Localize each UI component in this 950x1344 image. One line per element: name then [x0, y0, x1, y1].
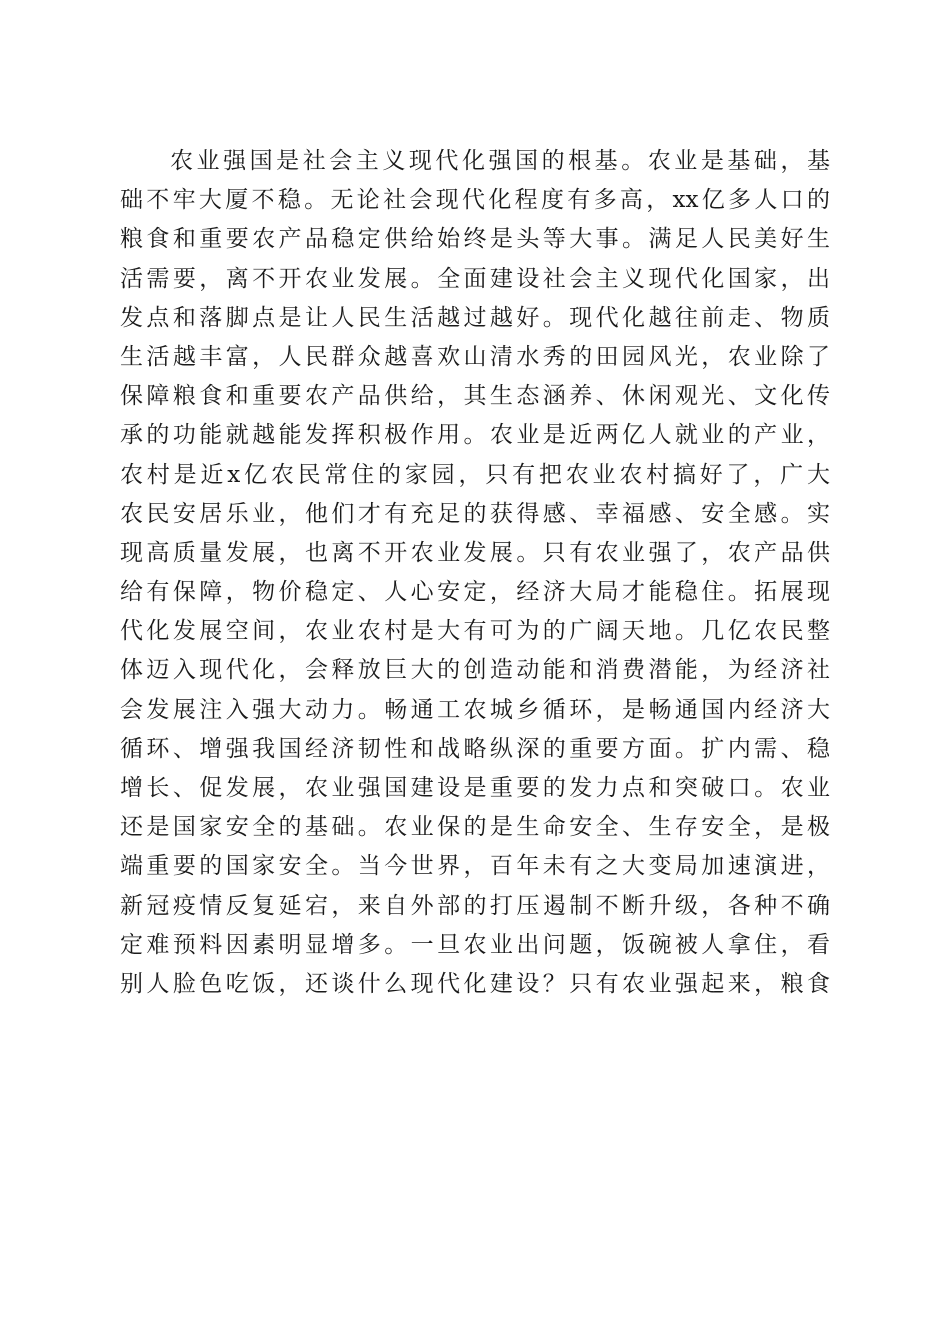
paragraph-line: 农业强国是社会主义现代化强国的根基。农业是基础，基	[170, 148, 830, 174]
paragraph-line: 体迈入现代化，会释放巨大的创造动能和消费潜能，为经济社	[120, 657, 830, 684]
paragraph-line: 发点和落脚点是让人民生活越过越好。现代化越往前走、物质	[120, 304, 830, 331]
paragraph-line: 给有保障，物价稳定、人心安定，经济大局才能稳住。拓展现	[120, 579, 830, 606]
paragraph-line: 农民安居乐业，他们才有充足的获得感、幸福感、安全感。实	[120, 500, 830, 527]
paragraph-line: 别人脸色吃饭，还谈什么现代化建设？只有农业强起来，粮食	[120, 970, 830, 997]
paragraph-line: 端重要的国家安全。当今世界，百年未有之大变局加速演进，	[120, 853, 830, 880]
paragraph-line: 代化发展空间，农业农村是大有可为的广阔天地。几亿农民整	[120, 618, 830, 645]
paragraph-line: 增长、促发展，农业强国建设是重要的发力点和突破口。农业	[120, 775, 830, 801]
paragraph-line: 农村是近x亿农民常住的家园，只有把农业农村搞好了，广大	[120, 461, 830, 488]
paragraph-line: 保障粮食和重要农产品供给，其生态涵养、休闲观光、文化传	[120, 383, 830, 410]
paragraph-line: 定难预料因素明显增多。一旦农业出问题，饭碗被人拿住，看	[120, 931, 830, 958]
paragraph-line: 生活越丰富，人民群众越喜欢山清水秀的田园风光，农业除了	[120, 343, 830, 370]
paragraph-line: 会发展注入强大动力。畅通工农城乡循环，是畅通国内经济大	[120, 696, 830, 723]
paragraph-line: 现高质量发展，也离不开农业发展。只有农业强了，农产品供	[120, 539, 830, 566]
paragraph-line: 还是国家安全的基础。农业保的是生命安全、生存安全，是极	[120, 814, 830, 841]
paragraph-line: 粮食和重要农产品稳定供给始终是头等大事。满足人民美好生	[120, 226, 830, 253]
body-paragraph	[120, 142, 830, 1004]
paragraph-line: 承的功能就越能发挥积极作用。农业是近两亿人就业的产业，	[120, 422, 830, 449]
paragraph-line: 循环、增强我国经济韧性和战略纵深的重要方面。扩内需、稳	[120, 735, 830, 762]
paragraph-line: 活需要，离不开农业发展。全面建设社会主义现代化国家，出	[120, 265, 830, 292]
paragraph-line: 础不牢大厦不稳。无论社会现代化程度有多高，xx亿多人口的	[120, 187, 830, 214]
paragraph-line: 新冠疫情反复延宕，来自外部的打压遏制不断升级，各种不确	[120, 892, 830, 919]
